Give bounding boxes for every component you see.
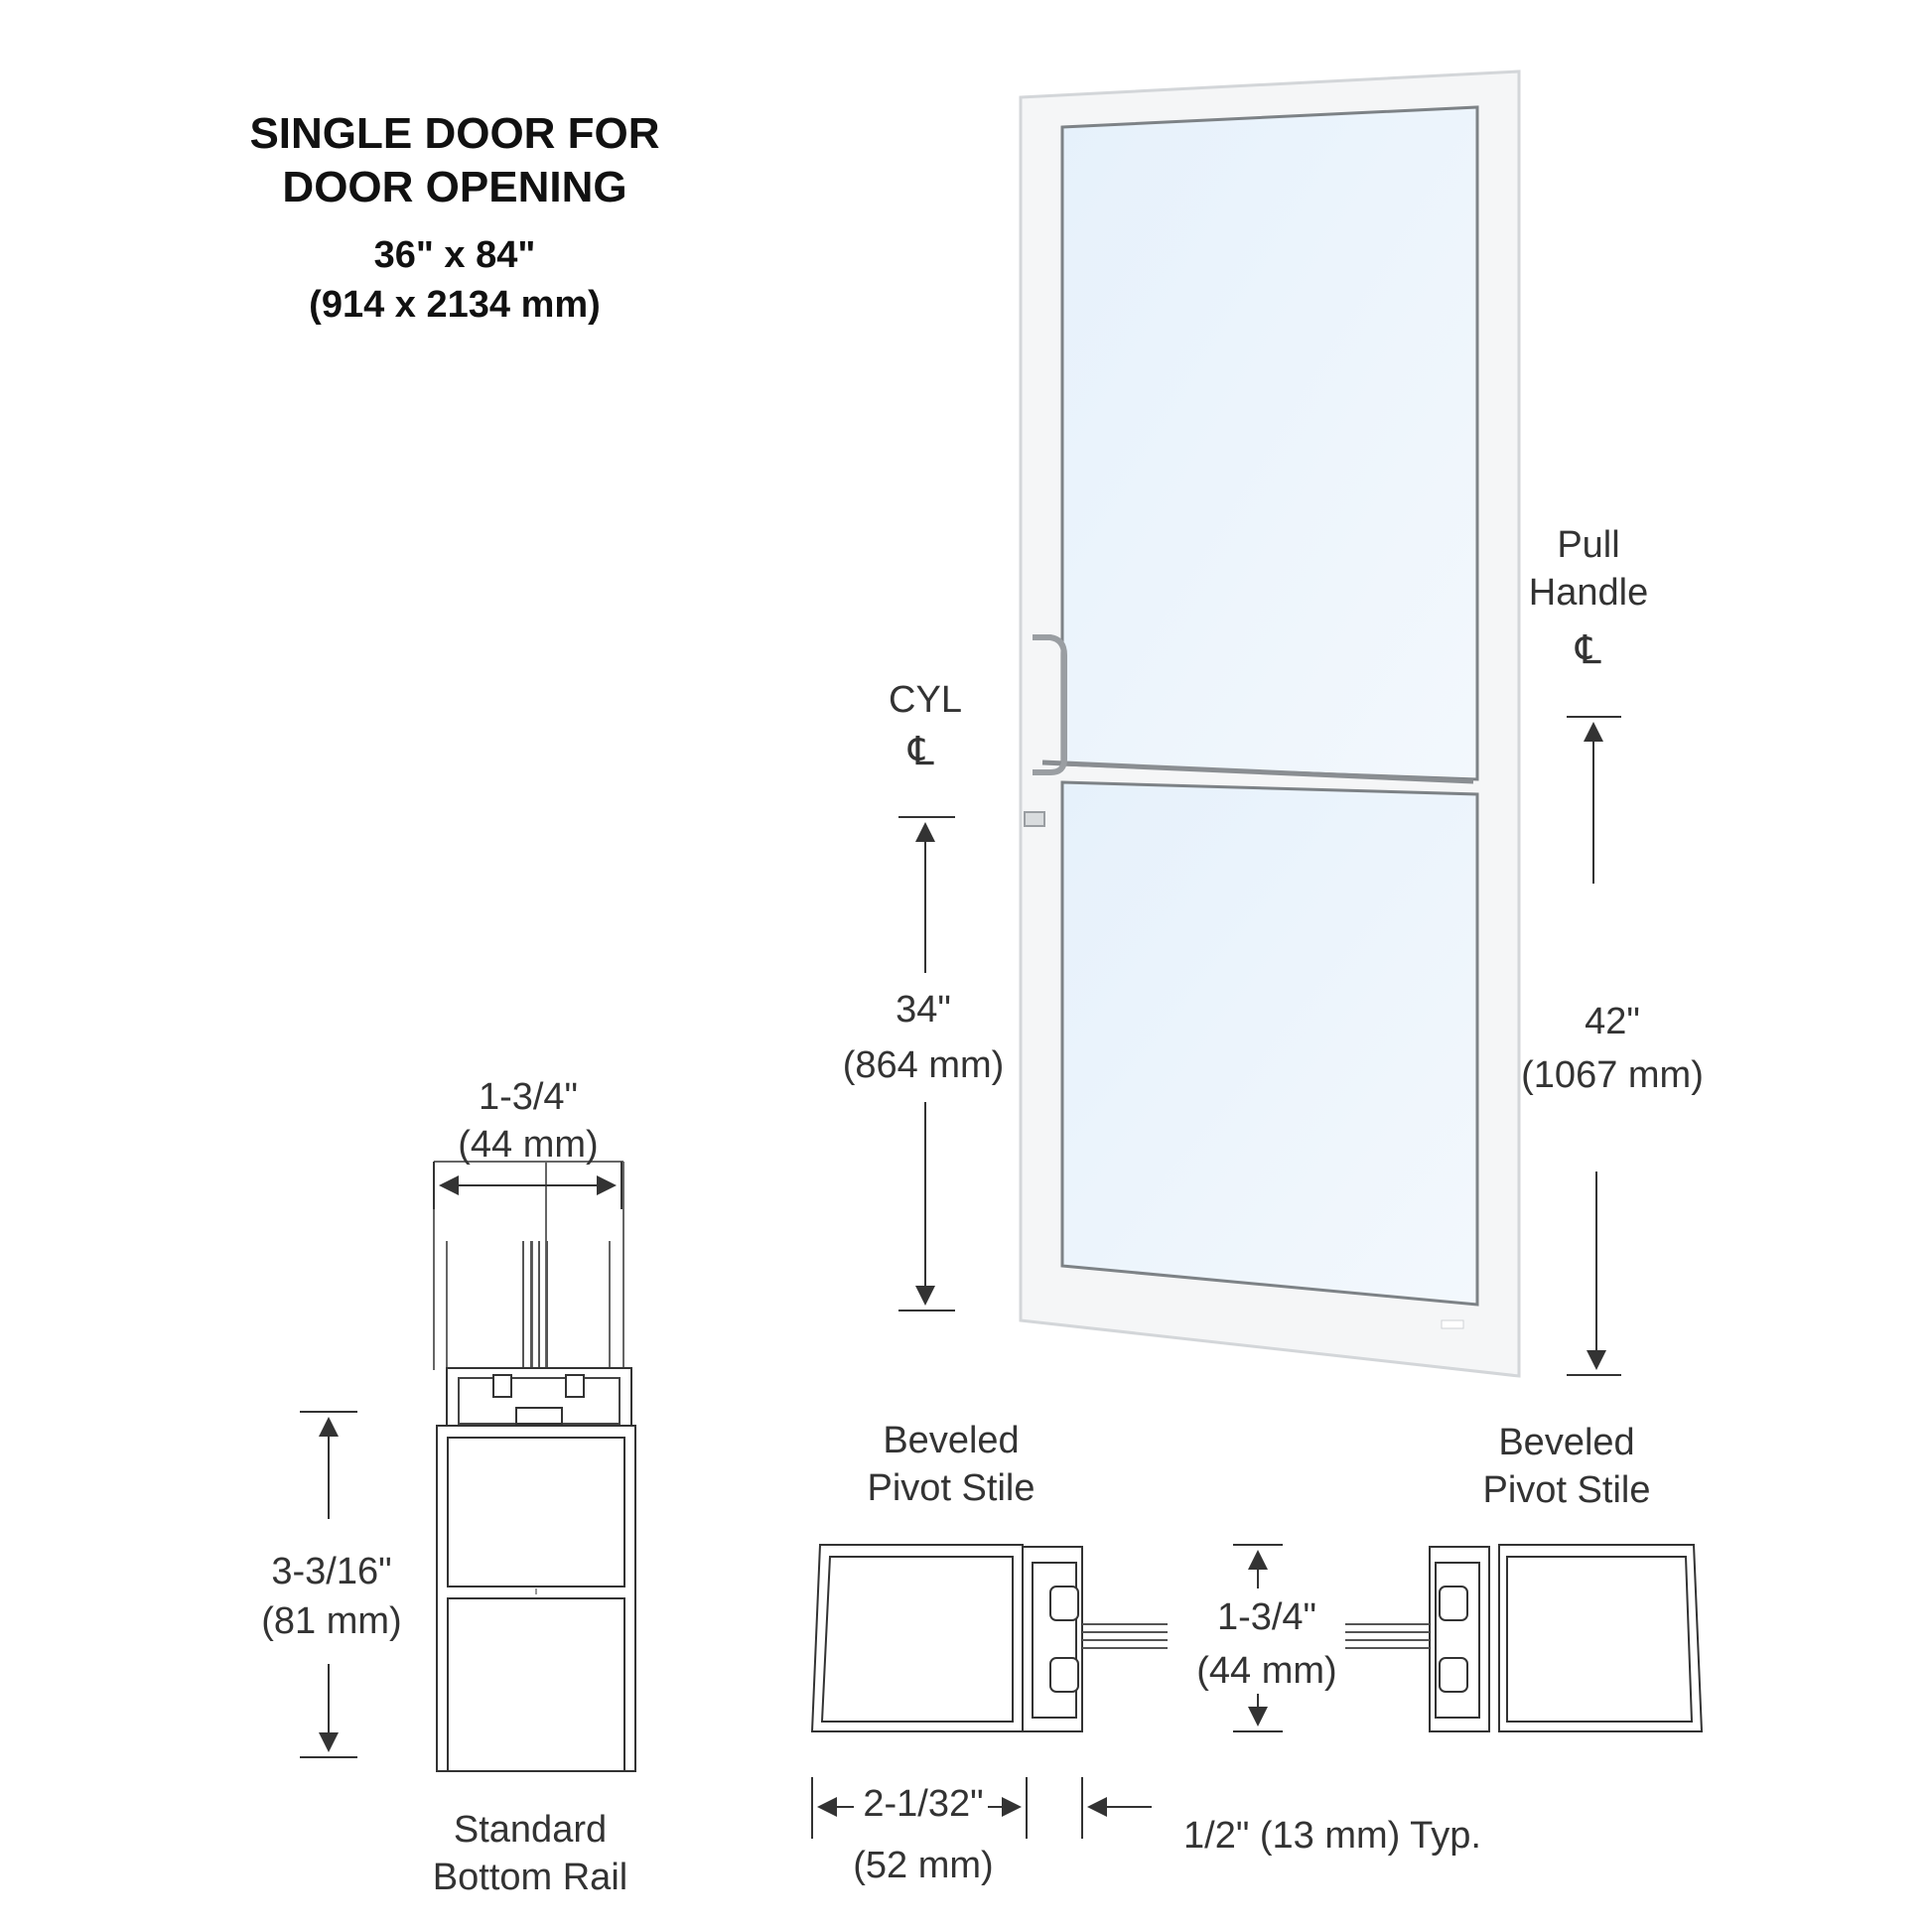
cyl-dim-mm: (864 mm) <box>842 1044 1005 1086</box>
door-glass-upper <box>1062 107 1477 779</box>
stile-right-label-2: Pivot Stile <box>1482 1469 1651 1511</box>
bevel-note: 1/2" (13 mm) Typ. <box>1183 1815 1481 1857</box>
rail-width-inches: 1-3/4" <box>478 1076 579 1118</box>
cyl-centerline-symbol: ℄ <box>908 730 934 773</box>
title-line-2: DOOR OPENING <box>282 163 627 211</box>
rail-caption-1: Standard <box>453 1809 608 1851</box>
stile-right-section <box>1345 1545 1702 1731</box>
glass-thickness-inches: 1-3/4" <box>1216 1596 1317 1638</box>
pull-dimension <box>1567 717 1621 1375</box>
stile-depth-inches: 2-1/32" <box>863 1783 984 1825</box>
door-size-mm: (914 x 2134 mm) <box>309 284 601 326</box>
bottom-rail-section <box>434 1162 635 1771</box>
pivot-mark <box>1442 1320 1463 1328</box>
cyl-dim-inches: 34" <box>896 989 951 1031</box>
door-glass-lower <box>1062 782 1477 1305</box>
pull-handle-label-1: Pull <box>1557 524 1620 566</box>
rail-caption-2: Bottom Rail <box>432 1857 628 1898</box>
cyl-label: CYL <box>889 679 962 721</box>
stile-left-label-1: Beveled <box>883 1420 1020 1461</box>
pull-centerline-symbol: ℄ <box>1576 628 1601 672</box>
rail-height-inches: 3-3/16" <box>271 1551 392 1592</box>
pull-handle-label-2: Handle <box>1528 572 1649 614</box>
stile-depth-mm: (52 mm) <box>853 1845 994 1886</box>
lock-cylinder <box>1025 812 1044 826</box>
title-line-1: SINGLE DOOR FOR <box>249 109 660 158</box>
door-elevation <box>1021 71 1519 1376</box>
stile-left-section <box>812 1545 1168 1731</box>
door-size-inches: 36" x 84" <box>373 234 536 276</box>
rail-width-dimension <box>434 1162 621 1209</box>
glass-thickness-mm: (44 mm) <box>1196 1650 1337 1692</box>
rail-width-mm: (44 mm) <box>458 1124 599 1166</box>
stile-right-label-1: Beveled <box>1498 1422 1635 1463</box>
pull-dim-mm: (1067 mm) <box>1521 1054 1704 1096</box>
rail-height-mm: (81 mm) <box>261 1600 402 1642</box>
stile-left-label-2: Pivot Stile <box>867 1467 1035 1509</box>
pull-dim-inches: 42" <box>1585 1001 1640 1042</box>
